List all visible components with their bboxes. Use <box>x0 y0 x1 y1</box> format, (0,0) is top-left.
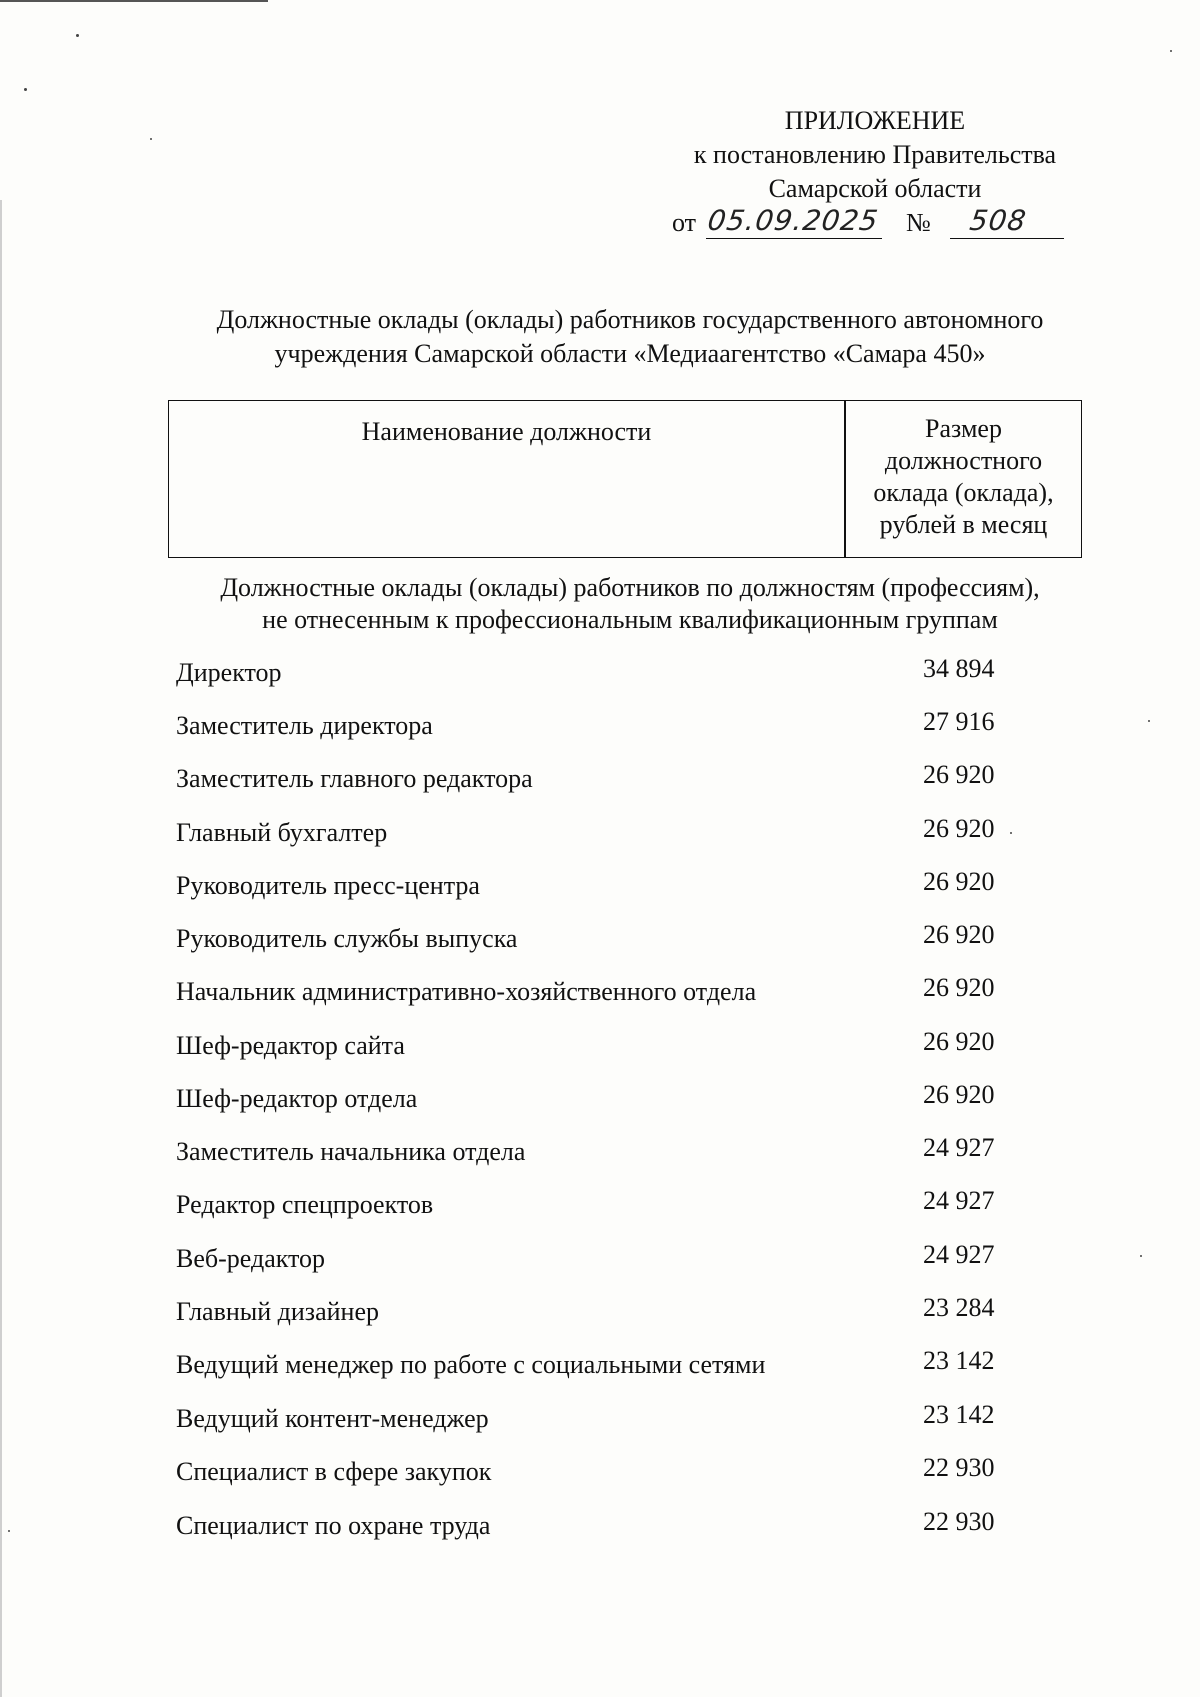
table-row <box>176 1507 1076 1545</box>
position-name: Заместитель начальника отдела <box>176 1137 526 1166</box>
number-label: № <box>906 208 931 237</box>
number-handwritten: 508 <box>967 204 1029 237</box>
salary-value: 26 920 <box>923 973 995 1002</box>
appendix-region: Самарской области <box>768 174 982 203</box>
position-name: Руководитель пресс-центра <box>176 871 480 900</box>
position-name: Ведущий контент-менеджер <box>176 1404 489 1433</box>
salary-value: 23 142 <box>923 1400 995 1429</box>
table-row <box>176 973 1076 1011</box>
salary-value: 26 920 <box>923 814 995 843</box>
salary-value: 26 920 <box>923 760 995 789</box>
position-name: Специалист по охране труда <box>176 1511 491 1540</box>
salary-value: 34 894 <box>923 654 995 683</box>
salary-value: 26 920 <box>923 867 995 896</box>
salary-value: 24 927 <box>923 1186 995 1215</box>
position-name: Директор <box>176 658 282 687</box>
salary-value: 24 927 <box>923 1133 995 1162</box>
table-row <box>176 1346 1076 1384</box>
position-name: Руководитель службы выпуска <box>176 924 518 953</box>
column-header-position: Наименование должности <box>361 417 652 446</box>
salary-value: 26 920 <box>923 1080 995 1109</box>
position-name: Шеф-редактор отдела <box>176 1084 418 1113</box>
document-title-line2: учреждения Самарской области «Медиаагентство «Самара 450» <box>274 339 986 368</box>
position-name: Веб-редактор <box>176 1244 326 1273</box>
salary-value: 24 927 <box>923 1240 995 1269</box>
column-header-salary <box>846 413 1081 541</box>
salary-header-line: Размер <box>925 414 1002 443</box>
salary-value: 22 930 <box>923 1507 995 1536</box>
scan-speck <box>1140 1255 1142 1257</box>
salary-value: 22 930 <box>923 1453 995 1482</box>
position-name: Главный дизайнер <box>176 1297 379 1326</box>
position-name: Специалист в сфере закупок <box>176 1457 492 1486</box>
position-name: Заместитель директора <box>176 711 433 740</box>
appendix-reference: к постановлению Правительства <box>693 140 1057 169</box>
table-header <box>168 400 1082 558</box>
date-handwritten: 05.09.2025 <box>705 204 881 237</box>
scan-speck <box>150 138 152 140</box>
section-title-line1: Должностные оклады (оклады) работников по должностям (профессиям), <box>220 573 1040 602</box>
salary-header-line: рублей в месяц <box>879 510 1048 539</box>
table-row <box>176 1080 1076 1118</box>
salary-header-line: оклада (оклада), <box>873 478 1054 507</box>
table-row <box>176 814 1076 852</box>
table-row <box>176 654 1076 692</box>
table-row <box>176 867 1076 905</box>
salary-value: 23 142 <box>923 1346 995 1375</box>
salary-value: 26 920 <box>923 920 995 949</box>
scan-speck <box>8 1530 10 1532</box>
position-name: Начальник административно-хозяйственного отдела <box>176 977 757 1006</box>
position-name: Главный бухгалтер <box>176 818 388 847</box>
position-name: Ведущий менеджер по работе с социальными сетями <box>176 1350 766 1379</box>
scan-speck <box>24 88 27 91</box>
table-row <box>176 707 1076 745</box>
salary-header-line: должностного <box>884 446 1043 475</box>
scan-speck <box>1148 720 1150 722</box>
section-title-line2: не отнесенным к профессиональным квалификационным группам <box>262 605 998 634</box>
position-name: Заместитель главного редактора <box>176 764 533 793</box>
table-row <box>176 1027 1076 1065</box>
scan-artifact-line <box>0 0 268 2</box>
date-underline <box>706 238 882 239</box>
position-name: Шеф-редактор сайта <box>176 1031 405 1060</box>
appendix-title: ПРИЛОЖЕНИЕ <box>784 106 966 135</box>
scan-artifact-edge <box>0 200 2 1697</box>
table-row <box>176 920 1076 958</box>
salary-value: 27 916 <box>923 707 995 736</box>
number-underline <box>950 238 1064 239</box>
table-row <box>176 1293 1076 1331</box>
scan-speck <box>76 34 79 37</box>
table-row <box>176 1453 1076 1491</box>
salary-value: 23 284 <box>923 1293 995 1322</box>
appendix-date-number-line <box>672 204 1092 240</box>
table-row <box>176 1186 1076 1224</box>
table-row <box>176 1240 1076 1278</box>
position-name: Редактор спецпроектов <box>176 1190 434 1219</box>
date-prefix: от <box>672 208 697 237</box>
table-row <box>176 1133 1076 1171</box>
table-row <box>176 1400 1076 1438</box>
salary-value: 26 920 <box>923 1027 995 1056</box>
table-row <box>176 760 1076 798</box>
scan-speck <box>1170 50 1172 52</box>
document-title-line1: Должностные оклады (оклады) работников государственного автономного <box>216 305 1044 334</box>
